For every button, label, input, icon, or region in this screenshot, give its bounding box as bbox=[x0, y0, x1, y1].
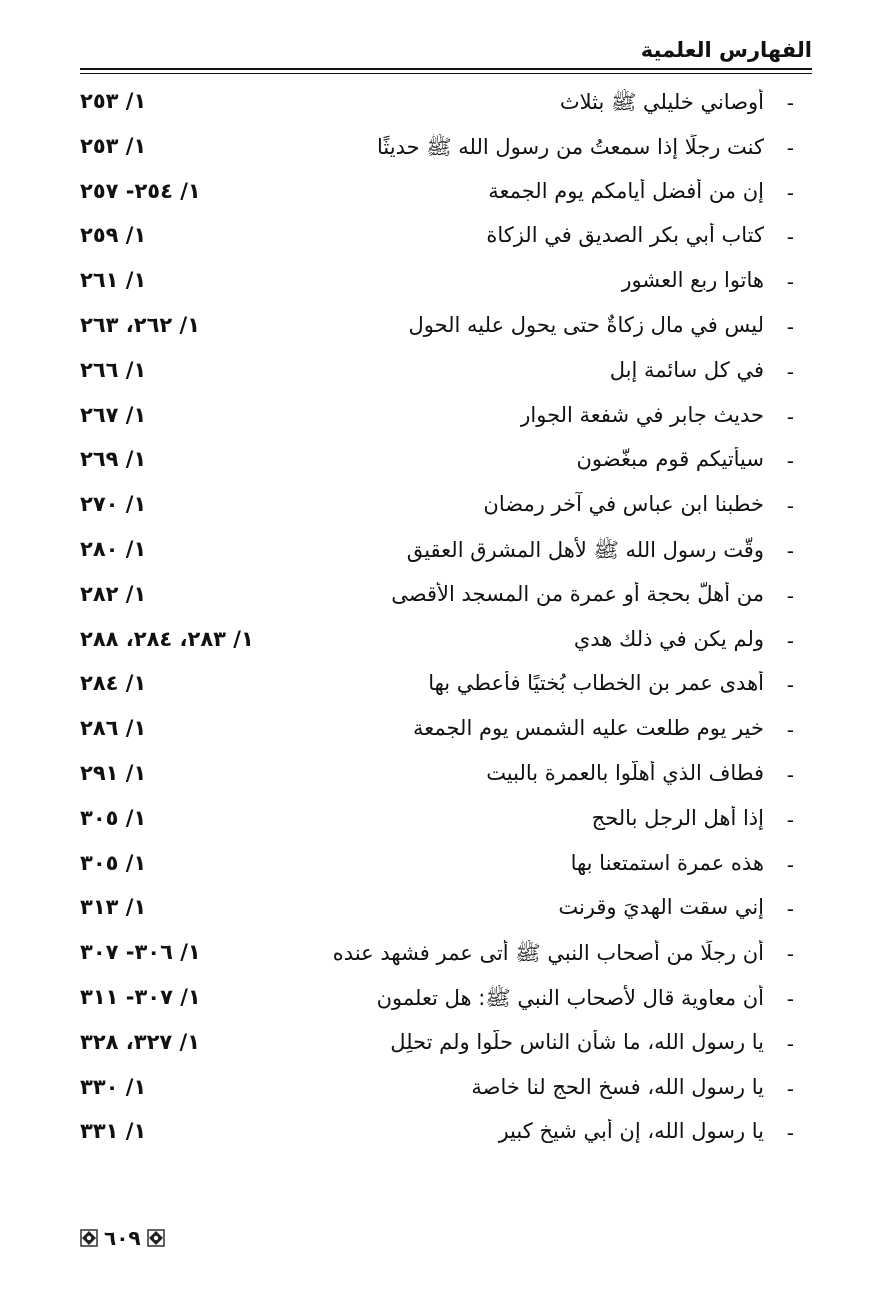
index-entry bbox=[80, 309, 812, 354]
index-entry bbox=[80, 354, 812, 399]
entry-dash: - bbox=[786, 1031, 794, 1056]
entry-dash: - bbox=[786, 91, 794, 115]
entry-page-ref: ١/ ٢٦٢، ٢٦٣ bbox=[80, 312, 201, 337]
entry-dash: - bbox=[786, 718, 794, 743]
entry-text: أن معاوية قال لأصحاب النبي ﷺ: هل تعلمون bbox=[376, 985, 764, 1010]
entry-dash: - bbox=[786, 852, 794, 877]
index-entry bbox=[80, 1115, 812, 1160]
entry-text: خطبنا ابن عباس في آخر رمضان bbox=[483, 492, 764, 517]
index-entry bbox=[80, 1026, 812, 1071]
entry-dash: - bbox=[786, 807, 794, 832]
page-footer bbox=[80, 1220, 165, 1256]
entry-dash: - bbox=[786, 762, 794, 787]
entry-text: خير يوم طلعت عليه الشمس يوم الجمعة bbox=[412, 716, 764, 741]
index-entry bbox=[80, 399, 812, 444]
entry-text: أوصاني خليلي ﷺ بثلاث bbox=[559, 90, 764, 114]
entry-text: إن من أفضل أيامكم يوم الجمعة bbox=[488, 178, 764, 203]
entry-dash: - bbox=[786, 135, 794, 160]
entry-text: يا رسول الله، فسخ الحج لنا خاصة bbox=[471, 1074, 764, 1099]
entry-text: يا رسول الله، ما شأن الناس حلّوا ولم تحلِل bbox=[390, 1029, 764, 1054]
entry-page-ref: ١/ ٢٩١ bbox=[80, 760, 147, 785]
entry-page-ref: ١/ ٢٧٠ bbox=[80, 492, 147, 517]
index-entry bbox=[80, 981, 812, 1026]
entry-text: من أهلّ بحجة أو عمرة من المسجد الأقصى bbox=[391, 581, 764, 606]
entry-dash: - bbox=[786, 270, 794, 295]
entry-page-ref: ١/ ٢٦١ bbox=[80, 268, 147, 293]
index-entry bbox=[80, 219, 812, 264]
index-entry bbox=[80, 1071, 812, 1116]
index-entry bbox=[80, 847, 812, 892]
index-entry bbox=[80, 623, 812, 668]
entry-page-ref: ١/ ٢٨٤ bbox=[80, 671, 147, 696]
header-rule-thin bbox=[80, 73, 812, 74]
entry-page-ref: ١/ ٢٦٩ bbox=[80, 447, 147, 472]
entry-text: في كل سائمة إبل bbox=[609, 357, 764, 382]
entry-page-ref: ١/ ٢٥٣ bbox=[80, 133, 147, 158]
index-entry bbox=[80, 712, 812, 757]
index-entry bbox=[80, 264, 812, 309]
entry-page-ref: ١/ ٢٨٦ bbox=[80, 716, 147, 741]
entry-dash: - bbox=[786, 494, 794, 519]
entry-page-ref: ١/ ٢٦٧ bbox=[80, 402, 147, 427]
page-number: ٦٠٩ bbox=[104, 1226, 141, 1250]
entry-dash: - bbox=[786, 897, 794, 922]
ornament-right-icon bbox=[147, 1229, 165, 1247]
index-entry bbox=[80, 130, 812, 175]
index-entry bbox=[80, 443, 812, 488]
entry-dash: - bbox=[786, 986, 794, 1011]
entry-page-ref: ١/ ٢٦٦ bbox=[80, 357, 147, 382]
entry-dash: - bbox=[786, 1076, 794, 1101]
entry-text: وقّت رسول الله ﷺ لأهل المشرق العقيق bbox=[406, 537, 764, 562]
index-entry bbox=[80, 533, 812, 578]
entry-dash: - bbox=[786, 942, 794, 967]
index-entry bbox=[80, 85, 812, 130]
ornament-left-icon bbox=[80, 1229, 98, 1247]
entry-dash: - bbox=[786, 538, 794, 563]
entry-page-ref: ١/ ٣٣٠ bbox=[80, 1074, 147, 1099]
entry-page-ref: ١/ ٣٢٧، ٣٢٨ bbox=[80, 1029, 201, 1054]
entry-page-ref: ١/ ٢٨٣، ٢٨٤، ٢٨٨ bbox=[80, 626, 254, 651]
entry-page-ref: ١/ ٣٠٦- ٣٠٧ bbox=[80, 940, 201, 965]
index-entry bbox=[80, 578, 812, 623]
entry-dash: - bbox=[786, 180, 794, 205]
index-entry bbox=[80, 488, 812, 533]
entry-dash: - bbox=[786, 225, 794, 250]
entry-dash: - bbox=[786, 583, 794, 608]
entry-page-ref: ١/ ٣٠٥ bbox=[80, 850, 147, 875]
entry-page-ref: ١/ ٣٠٧- ٣١١ bbox=[80, 984, 201, 1009]
entry-page-ref: ١/ ٢٥٩ bbox=[80, 223, 147, 248]
entry-text: أن رجلًا من أصحاب النبي ﷺ أتى عمر فشهد عنده bbox=[332, 941, 764, 966]
entry-text: حديث جابر في شفعة الجوار bbox=[520, 402, 764, 427]
entry-dash: - bbox=[786, 628, 794, 653]
entry-page-ref: ١/ ٢٥٤- ٢٥٧ bbox=[80, 178, 201, 203]
entry-page-ref: ١/ ٢٨٠ bbox=[80, 536, 147, 561]
page-header bbox=[80, 34, 812, 74]
entry-text: إذا أهل الرجل بالحج bbox=[591, 805, 764, 830]
index-entry bbox=[80, 757, 812, 802]
entry-page-ref: ١/ ٣٣١ bbox=[80, 1119, 147, 1144]
entry-text: سيأتيكم قوم مبغّضون bbox=[576, 447, 764, 472]
entry-text: أهدى عمر بن الخطاب بُختيًا فأعطي بها bbox=[428, 671, 764, 696]
entry-dash: - bbox=[786, 404, 794, 429]
index-entry bbox=[80, 175, 812, 220]
index-entry bbox=[80, 802, 812, 847]
entry-text: يا رسول الله، إن أبي شيخ كبير bbox=[498, 1119, 764, 1144]
entry-page-ref: ١/ ٣٠٥ bbox=[80, 805, 147, 830]
entry-dash: - bbox=[786, 449, 794, 474]
entry-text: هاتوا ربع العشور bbox=[621, 268, 764, 293]
entry-dash: - bbox=[786, 314, 794, 339]
entry-text: إني سقت الهديَ وقرنت bbox=[558, 895, 764, 920]
entry-dash: - bbox=[786, 1121, 794, 1146]
entry-page-ref: ١/ ٢٨٢ bbox=[80, 581, 147, 606]
page-title: الفهارس العلمية bbox=[640, 38, 812, 62]
entry-text: هذه عمرة استمتعنا بها bbox=[570, 850, 764, 875]
index-entry bbox=[80, 667, 812, 712]
entry-text: كتاب أبي بكر الصديق في الزكاة bbox=[486, 223, 764, 248]
entry-text: كنت رجلًا إذا سمعتُ من رسول الله ﷺ حديثًا bbox=[377, 134, 764, 159]
index-list bbox=[80, 85, 812, 1160]
index-entry bbox=[80, 891, 812, 936]
entry-dash: - bbox=[786, 359, 794, 384]
entry-text: ولم يكن في ذلك هدي bbox=[573, 626, 764, 651]
entry-page-ref: ١/ ٣١٣ bbox=[80, 895, 147, 920]
entry-text: ليس في مالٍ زكاةٌ حتى يحول عليه الحول bbox=[408, 312, 764, 337]
entry-dash: - bbox=[786, 673, 794, 698]
index-entry bbox=[80, 936, 812, 981]
entry-text: فطاف الذي أهلّوا بالعمرة بالبيت bbox=[486, 760, 764, 785]
header-rule-thick bbox=[80, 68, 812, 70]
entry-page-ref: ١/ ٢٥٣ bbox=[80, 89, 147, 113]
